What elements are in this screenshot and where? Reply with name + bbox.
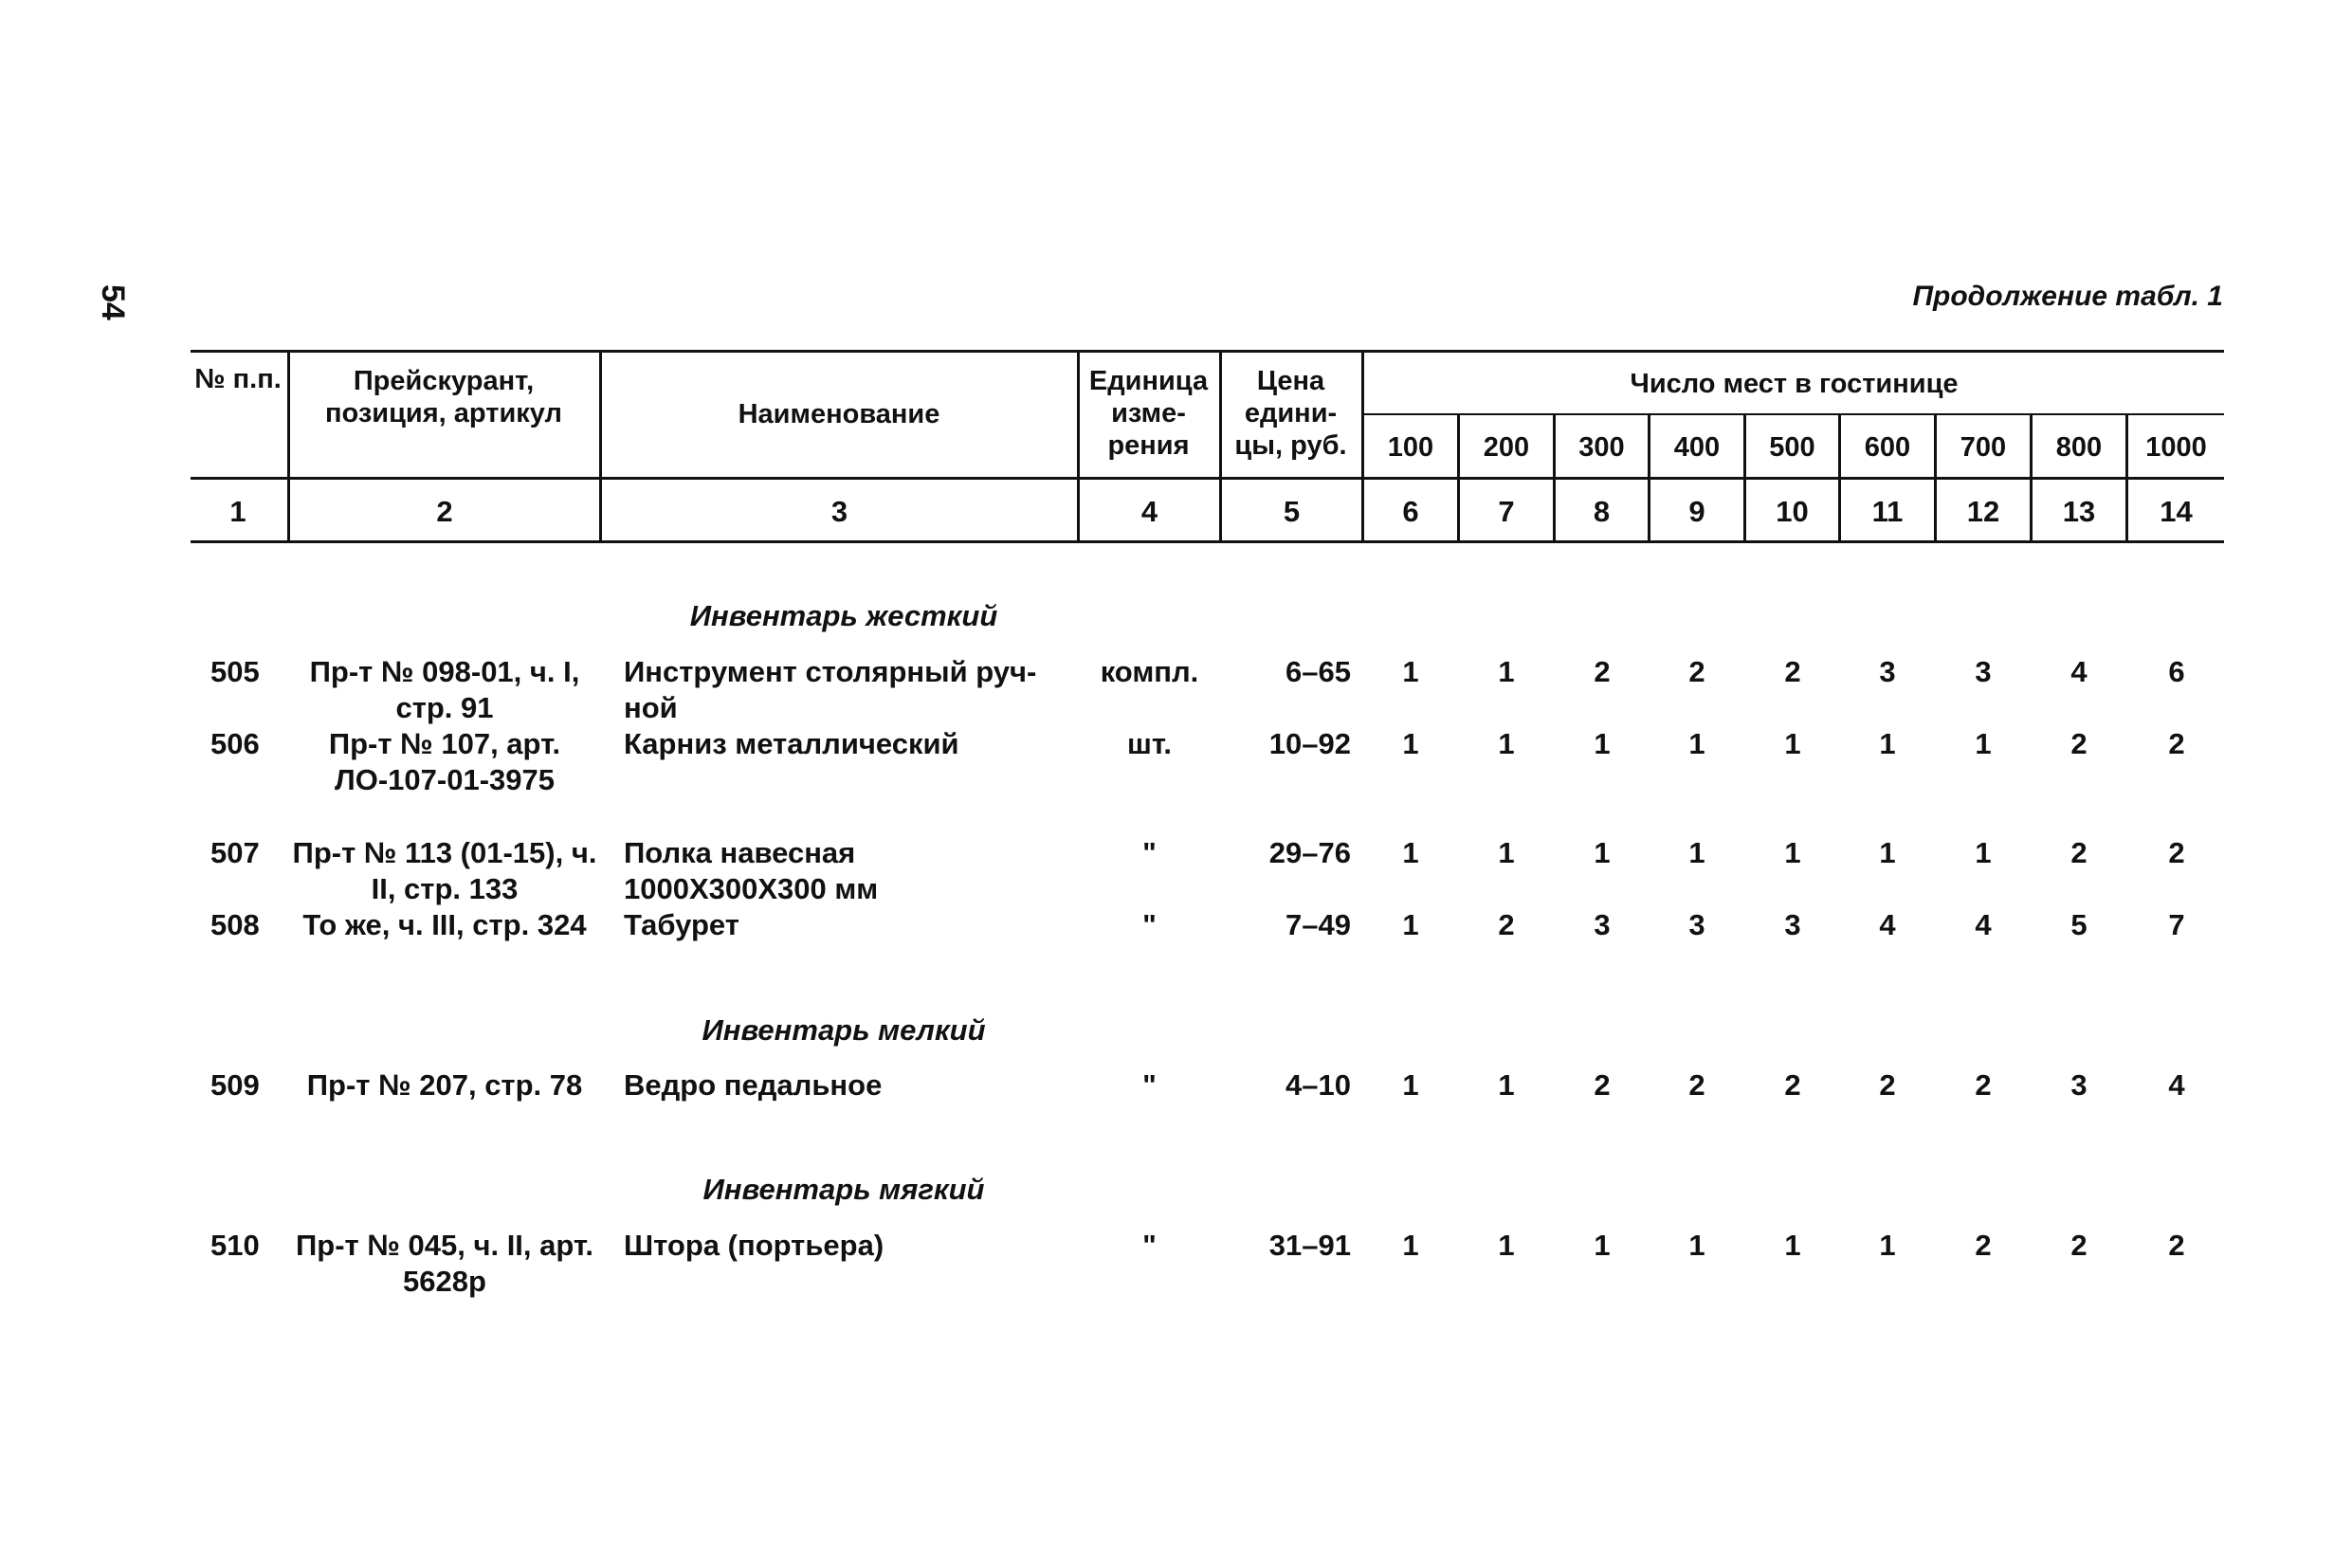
row-name: Штора (портьера) [624, 1229, 884, 1262]
row-name: Карниз металлический [624, 727, 959, 760]
row-price-list-ref: Пр-т № 107, арт. ЛО-107-01-3975 [328, 727, 561, 796]
row-quantity: 2 [1879, 1068, 1896, 1102]
column-number: 8 [1593, 495, 1611, 528]
row-quantity: 1 [1688, 1229, 1705, 1262]
column-number: 6 [1402, 495, 1419, 528]
header-group-rule [1362, 413, 2224, 415]
row-unit: шт. [1127, 727, 1172, 760]
row-quantity: 2 [2070, 836, 2088, 869]
header-no: № п.п. [194, 364, 282, 394]
row-price: 7–49 [1285, 908, 1351, 941]
header-capacity-group: Число мест в гостинице [1630, 369, 1959, 399]
header-capacity: 600 [1864, 432, 1911, 463]
row-quantity: 2 [1498, 908, 1515, 941]
row-quantity: 6 [2168, 655, 2185, 688]
row-price: 31–91 [1268, 1229, 1351, 1262]
header-capacity: 100 [1387, 432, 1434, 463]
row-price: 4–10 [1285, 1068, 1351, 1102]
header-capacity: 300 [1578, 432, 1625, 463]
section-title: Инвентарь мягкий [702, 1173, 985, 1206]
row-quantity: 2 [1688, 655, 1705, 688]
table-continuation-label: Продолжение табл. 1 [1912, 281, 2223, 312]
column-number: 10 [1776, 495, 1809, 528]
row-quantity: 2 [1594, 655, 1611, 688]
row-name: Табурет [624, 908, 739, 941]
header-numbers-rule [191, 477, 2224, 480]
row-name: Ведро педальное [624, 1068, 883, 1102]
column-number: 9 [1688, 495, 1705, 528]
section-title: Инвентарь мелкий [702, 1013, 986, 1047]
row-quantity: 2 [2070, 727, 2088, 760]
column-number: 1 [229, 495, 246, 528]
row-quantity: 1 [1594, 727, 1611, 760]
row-quantity: 2 [1975, 1068, 1992, 1102]
row-quantity: 3 [1594, 908, 1611, 941]
header-capacity: 400 [1673, 432, 1721, 463]
column-number: 12 [1966, 495, 2000, 528]
row-number: 508 [210, 908, 260, 941]
column-number: 7 [1498, 495, 1515, 528]
section-title: Инвентарь жесткий [689, 599, 998, 632]
row-unit: " [1142, 836, 1157, 869]
header-price-list: Прейскурант, позиция, артикул [325, 366, 562, 428]
row-quantity: 1 [1784, 1229, 1801, 1262]
row-quantity: 2 [2168, 727, 2185, 760]
row-quantity: 1 [1879, 727, 1896, 760]
row-quantity: 1 [1498, 836, 1515, 869]
row-quantity: 2 [1688, 1068, 1705, 1102]
header-capacity: 800 [2055, 432, 2103, 463]
row-quantity: 3 [1975, 655, 1992, 688]
row-price-list-ref: Пр-т № 045, ч. II, арт. 5628р [296, 1229, 593, 1298]
header-price: Цена едини-цы, руб. [1234, 366, 1347, 461]
header-bottom-rule [191, 540, 2224, 543]
row-quantity: 1 [1402, 655, 1419, 688]
row-price-list-ref: Пр-т № 207, стр. 78 [306, 1068, 583, 1102]
header-capacity: 1000 [2145, 432, 2207, 463]
header-unit: Единица изме-рения [1088, 366, 1209, 461]
row-quantity: 1 [1784, 836, 1801, 869]
column-number: 4 [1140, 495, 1158, 528]
row-quantity: 1 [1594, 836, 1611, 869]
column-number: 13 [2062, 495, 2096, 528]
row-price: 29–76 [1268, 836, 1351, 869]
column-number: 2 [436, 495, 453, 528]
row-quantity: 2 [2168, 836, 2185, 869]
row-number: 510 [210, 1229, 260, 1262]
row-quantity: 1 [1402, 908, 1419, 941]
header-capacity: 500 [1769, 432, 1815, 463]
row-quantity: 3 [1784, 908, 1801, 941]
row-quantity: 1 [1688, 836, 1705, 869]
header-capacity: 200 [1483, 432, 1530, 463]
row-quantity: 2 [1975, 1229, 1992, 1262]
row-price: 10–92 [1268, 727, 1351, 760]
row-quantity: 4 [2168, 1068, 2185, 1102]
row-quantity: 2 [2070, 1229, 2088, 1262]
row-quantity: 3 [1688, 908, 1705, 941]
row-quantity: 1 [1784, 727, 1801, 760]
row-quantity: 1 [1402, 1068, 1419, 1102]
row-quantity: 1 [1688, 727, 1705, 760]
row-quantity: 1 [1498, 655, 1515, 688]
row-quantity: 2 [1594, 1068, 1611, 1102]
row-price-list-ref: Пр-т № 098-01, ч. I, стр. 91 [309, 655, 580, 724]
row-price: 6–65 [1285, 655, 1351, 688]
row-quantity: 5 [2070, 908, 2088, 941]
row-quantity: 1 [1402, 836, 1419, 869]
row-number: 505 [210, 655, 260, 688]
header-top-rule [191, 350, 2224, 353]
row-number: 506 [210, 727, 260, 760]
column-number: 11 [1871, 495, 1904, 528]
row-unit: " [1142, 1068, 1157, 1102]
row-unit: " [1142, 1229, 1157, 1262]
row-quantity: 3 [1879, 655, 1896, 688]
row-quantity: 2 [1784, 655, 1801, 688]
row-quantity: 7 [2168, 908, 2185, 941]
row-quantity: 4 [1879, 908, 1896, 941]
column-number: 3 [830, 495, 848, 528]
row-quantity: 1 [1402, 727, 1419, 760]
header-name: Наименование [738, 399, 940, 429]
row-number: 509 [210, 1068, 260, 1102]
row-quantity: 1 [1498, 1068, 1515, 1102]
row-name: Полка навесная 1000Х300Х300 мм [624, 836, 879, 905]
row-number: 507 [210, 836, 260, 869]
row-quantity: 1 [1879, 1229, 1896, 1262]
row-quantity: 1 [1975, 727, 1992, 760]
row-quantity: 1 [1975, 836, 1992, 869]
row-quantity: 1 [1594, 1229, 1611, 1262]
page-number: 54 [95, 284, 131, 320]
row-quantity: 4 [1975, 908, 1992, 941]
header-capacity: 700 [1960, 432, 2007, 463]
row-quantity: 4 [2070, 655, 2088, 688]
row-quantity: 1 [1402, 1229, 1419, 1262]
column-number: 5 [1283, 495, 1301, 528]
column-number: 14 [2160, 495, 2193, 528]
row-quantity: 1 [1498, 1229, 1515, 1262]
row-quantity: 2 [2168, 1229, 2185, 1262]
row-quantity: 1 [1879, 836, 1896, 869]
row-quantity: 1 [1498, 727, 1515, 760]
row-price-list-ref: Пр-т № 113 (01-15), ч. II, стр. 133 [292, 836, 597, 905]
row-name: Инструмент столярный руч-ной [624, 655, 1037, 724]
row-quantity: 3 [2070, 1068, 2088, 1102]
row-unit: компл. [1100, 655, 1199, 688]
row-quantity: 2 [1784, 1068, 1801, 1102]
row-unit: " [1142, 908, 1157, 941]
row-price-list-ref: То же, ч. III, стр. 324 [302, 908, 587, 941]
